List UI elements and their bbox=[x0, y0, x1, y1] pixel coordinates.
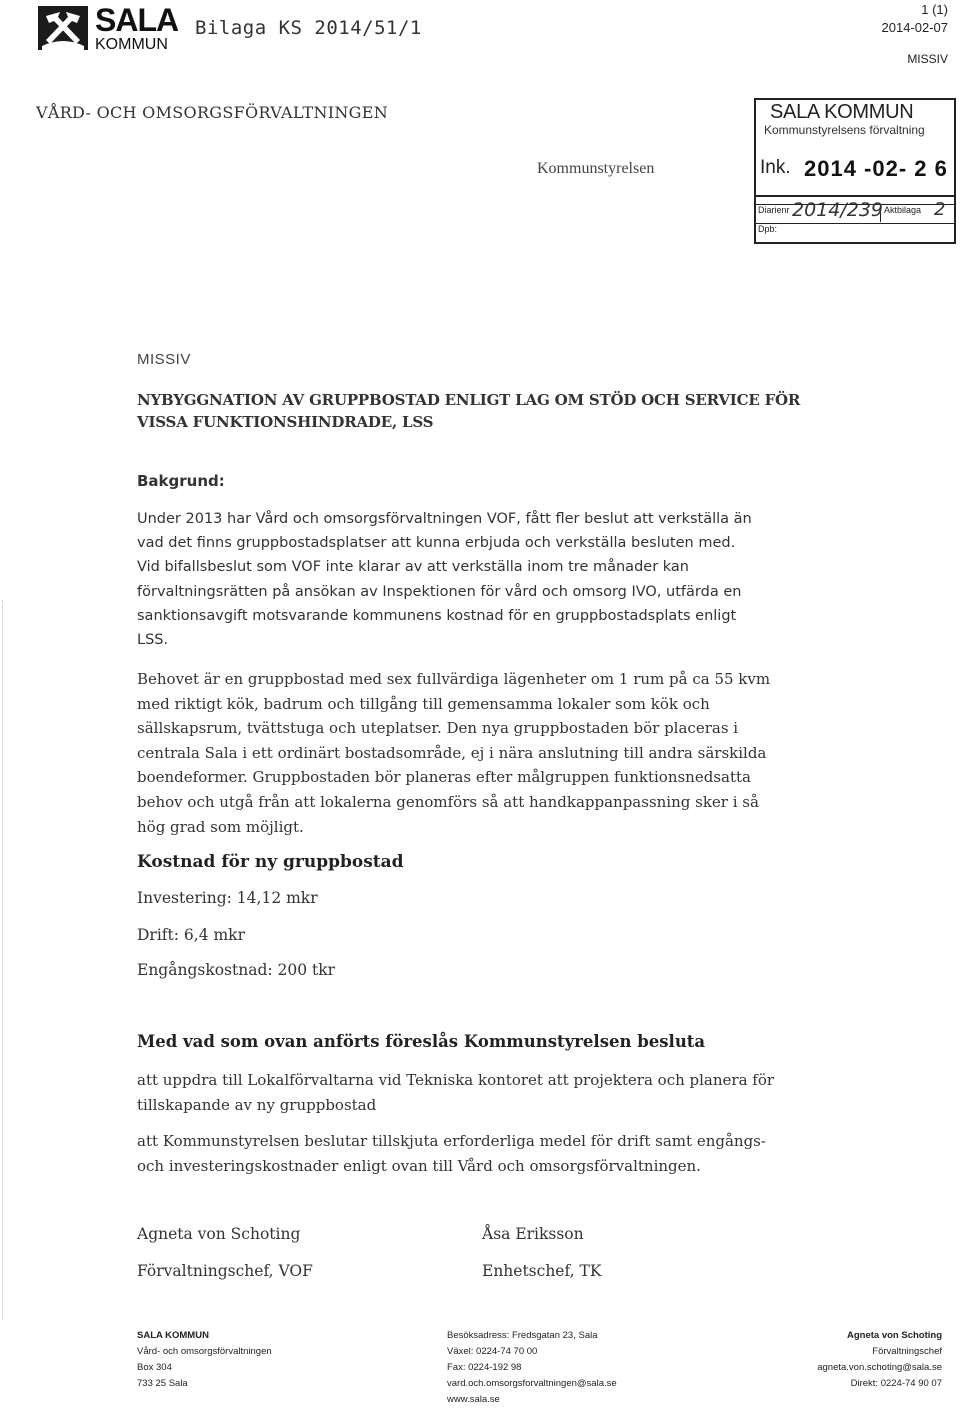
recipient: Kommunstyrelsen bbox=[537, 160, 655, 177]
document-date: 2014-02-07 bbox=[881, 20, 948, 35]
missiv-label: MISSIV bbox=[137, 351, 191, 368]
stamp-aktbilaga-label: Aktbilaga bbox=[884, 205, 922, 215]
footer-address bbox=[137, 1328, 272, 1392]
footer-sender bbox=[817, 1328, 942, 1392]
operation-cost: Drift: 6,4 mkr bbox=[137, 926, 245, 944]
stamp-dpb-label: Dpb: bbox=[758, 224, 778, 234]
proposal-item bbox=[137, 1129, 867, 1179]
footer-website: www.sala.se bbox=[447, 1394, 500, 1405]
page-number: 1 (1) bbox=[921, 2, 948, 17]
paragraph-line: Behovet är en gruppbostad med sex fullvärdiga lägenheter om 1 rum på ca 55 kvm bbox=[137, 670, 771, 688]
paragraph-line: boendeformer. Gruppbostaden bör planeras efter målgruppen funktionsnedsatta bbox=[137, 768, 751, 787]
paragraph-line: med riktigt kök, badrum och tillgång till gemensamma lokaler som kök och bbox=[137, 694, 710, 713]
one-time-cost: Engångskostnad: 200 tkr bbox=[137, 961, 336, 979]
paragraph-line: centrala Sala i ett ordinärt bostadsområde, ej i nära anslutning till andra särskilda bbox=[137, 743, 767, 762]
paragraph-line: Under 2013 har Vård och omsorgsförvaltningen VOF, fått fler beslut att verkställa än bbox=[137, 511, 752, 527]
stamp-subtitle: Kommunstyrelsens förvaltning bbox=[764, 123, 925, 137]
paragraph-line: sällskapsrum, tvättstuga och uteplatser. Den nya gruppbostaden bör placeras i bbox=[137, 719, 739, 738]
background-paragraph bbox=[137, 507, 877, 652]
footer-line: 733 25 Sala bbox=[137, 1378, 188, 1389]
paragraph-line: sanktionsavgift motsvarande kommunens kostnad för en gruppbostadsplats enligt bbox=[137, 607, 737, 624]
received-stamp bbox=[754, 98, 956, 244]
stamp-diarienr-value: 2014/239 bbox=[792, 199, 884, 221]
footer-line: Vård- och omsorgsförvaltningen bbox=[137, 1346, 272, 1357]
signatory-title: Enhetschef, TK bbox=[482, 1262, 602, 1280]
footer-line: Besöksadress: Fredsgatan 23, Sala bbox=[447, 1330, 598, 1341]
paragraph-line: Vid bifallsbeslut som VOF inte klarar av att verkställa inom tre månader kan bbox=[137, 559, 689, 576]
cost-heading: Kostnad för ny gruppbostad bbox=[137, 852, 404, 872]
paragraph-line: vad det finns gruppbostadsplatser att kunna erbjuda och verkställa besluten med. bbox=[137, 535, 736, 552]
heading-line: VISSA FUNKTIONSHINDRADE, LSS bbox=[137, 413, 434, 431]
scan-margin-marks bbox=[2, 600, 13, 1320]
stamp-title: SALA KOMMUN bbox=[770, 101, 914, 123]
stamp-aktbilaga-value: 2 bbox=[934, 199, 946, 220]
kommun-logo-icon bbox=[38, 6, 88, 50]
document-type: MISSIV bbox=[907, 52, 948, 66]
heading-line: NYBYGGNATION AV GRUPPBOSTAD ENLIGT LAG OM STÖD OCH SERVICE FÖR bbox=[137, 391, 801, 409]
proposal-line: att uppdra till Lokalförvaltarna vid Tekniska kontoret att projektera och planera för bbox=[137, 1071, 775, 1089]
paragraph-line: förvaltningsrätten på ansökan av Inspektionen för vård och omsorg IVO, utfärda en bbox=[137, 583, 742, 600]
investment-cost: Investering: 14,12 mkr bbox=[137, 889, 318, 907]
stamp-received-date: 2014 -02- 2 6 bbox=[804, 156, 948, 181]
paragraph-line: behov och utgå från att lokalerna genomförs så att handkappanpassning sker i så bbox=[137, 792, 759, 811]
stamp-divider bbox=[756, 195, 954, 197]
bilaga-reference: Bilaga KS 2014/51/1 bbox=[195, 17, 422, 39]
footer-line: Förvaltningschef bbox=[872, 1346, 942, 1357]
paragraph-line: LSS. bbox=[137, 632, 169, 649]
proposal-line: att Kommunstyrelsen beslutar tillskjuta erforderliga medel för drift samt engångs- bbox=[137, 1132, 766, 1150]
stamp-diarienr-label: Diarienr bbox=[758, 205, 790, 215]
footer-line: Växel: 0224-74 70 00 bbox=[447, 1346, 538, 1357]
signatory-name: Åsa Eriksson bbox=[482, 1225, 584, 1243]
logo-name: SALA bbox=[95, 2, 179, 38]
stamp-ink-label: Ink. bbox=[760, 157, 791, 178]
needs-paragraph bbox=[137, 667, 877, 839]
department-name: VÅRD- OCH OMSORGSFÖRVALTNINGEN bbox=[36, 103, 389, 122]
paragraph-line: hög grad som möjligt. bbox=[137, 817, 304, 836]
bakgrund-label: Bakgrund: bbox=[137, 472, 225, 490]
proposal-line: tillskapande av ny gruppbostad bbox=[137, 1096, 377, 1114]
proposal-item bbox=[137, 1068, 867, 1118]
logo-subtitle: KOMMUN bbox=[95, 36, 168, 53]
footer-email: vard.och.omsorgsforvaltningen@sala.se bbox=[447, 1378, 617, 1389]
proposal-line: och investeringskostnader enligt ovan till Vård och omsorgsförvaltningen. bbox=[137, 1157, 701, 1175]
document-heading bbox=[137, 389, 857, 433]
footer-contact bbox=[447, 1328, 617, 1408]
footer-email: agneta.von.schoting@sala.se bbox=[817, 1362, 942, 1373]
footer-sender-name: Agneta von Schoting bbox=[847, 1330, 942, 1341]
footer-org: SALA KOMMUN bbox=[137, 1330, 209, 1341]
signatory-name: Agneta von Schoting bbox=[137, 1225, 301, 1243]
footer-line: Fax: 0224-192 98 bbox=[447, 1362, 522, 1373]
footer-line: Box 304 bbox=[137, 1362, 172, 1373]
proposal-heading: Med vad som ovan anförts föreslås Kommunstyrelsen besluta bbox=[137, 1032, 706, 1051]
signatory-title: Förvaltningschef, VOF bbox=[137, 1262, 313, 1280]
footer-line: Direkt: 0224-74 90 07 bbox=[850, 1378, 942, 1389]
